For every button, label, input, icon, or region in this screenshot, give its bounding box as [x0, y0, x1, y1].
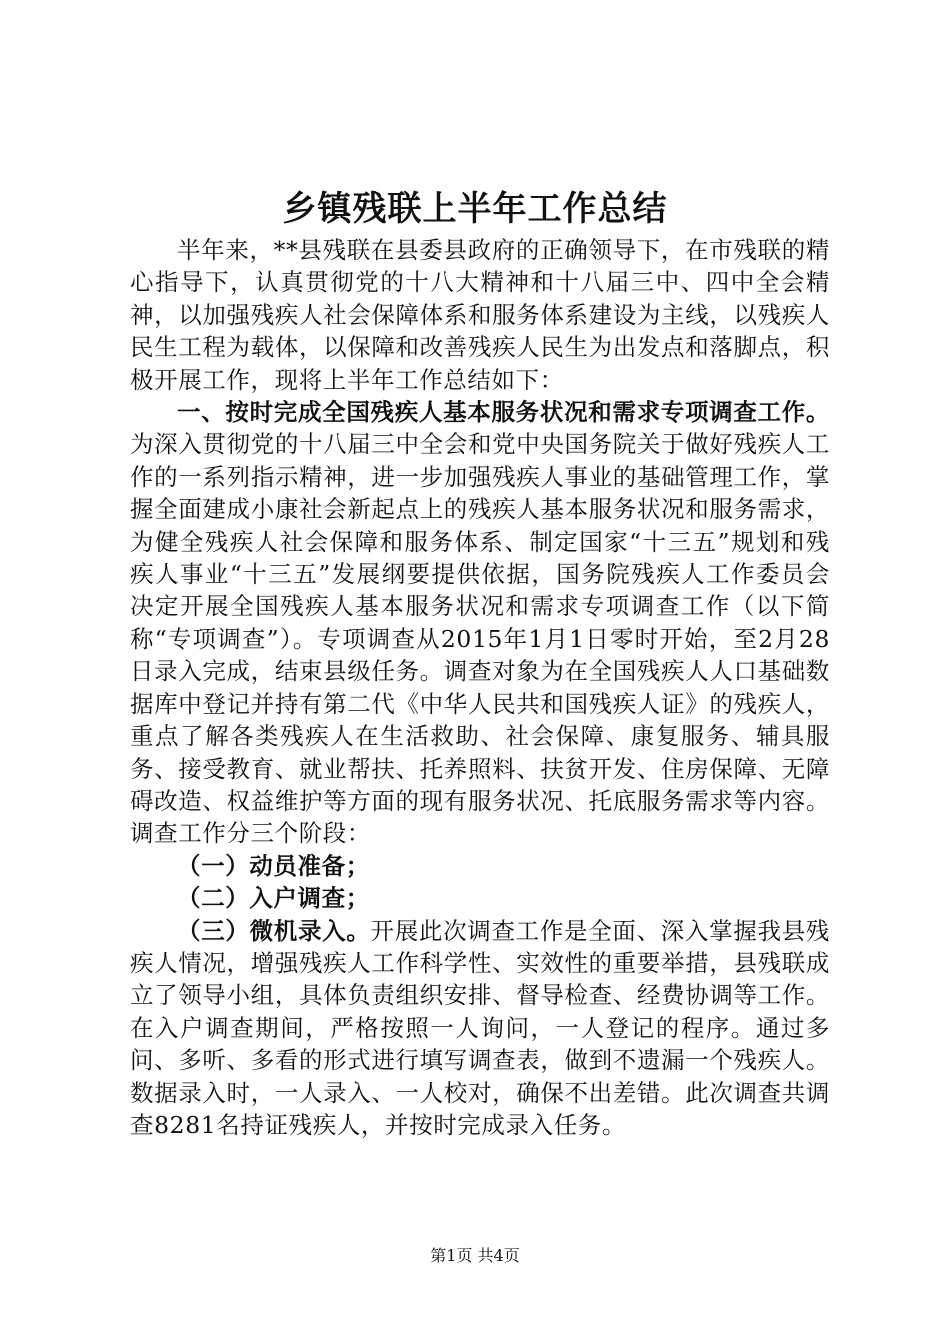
stage3-paragraph [130, 915, 830, 1142]
document-title: 乡镇残联上半年工作总结 [282, 189, 668, 229]
section1-body: 为深入贯彻党的十八届三中全会和党中央国务院关于做好残疾人工作的一系列指示精神，进一步加强残疾人事业的基础管理工作，掌握全面建成小康社会新起点上的残疾人基本服务状况和服务需求，为健全残疾人社会保障和服务体系、制定国家“十三五”规划和残疾人事业“十三五”发展纲要提供依据，国务院残疾人工作委员会决定开展全国残疾人基本服务状况和需求专项调查工作（以下简称“专项调查”）。专项调查从2015年1月1日零时开始，至2月28日录入完成，结束县级任务。调查对象为在全国残疾人人口基础数据库中登记并持有第二代《中华人民共和国残疾人证》的残疾人，重点了解各类残疾人在生活救助、社会保障、康复服务、辅具服务、接受教育、就业帮扶、托养照料、扶贫开发、住房保障、无障碍改造、权益维护等方面的现有服务状况、托底服务需求等内容。调查工作分三个阶段： [130, 430, 830, 848]
document-body [130, 234, 830, 1141]
stage3-body: 开展此次调查工作是全面、深入掌握我县残疾人情况，增强残疾人工作科学性、实效性的重要举措，县残联成立了领导小组，具体负责组织安排、督导检查、经费协调等工作。在入户调查期间，严格按照一人询问，一人登记的程序。通过多问、多听、多看的形式进行填写调查表，做到不遗漏一个残疾人。数据录入时，一人录入、一人校对，确保不出差错。此次调查共调查8281名持证残疾人，并按时完成录入任务。 [130, 916, 830, 1139]
stage3-heading: （三）微机录入。 [177, 916, 371, 945]
intro-paragraph: 半年来，**县残联在县委县政府的正确领导下，在市残联的精心指导下，认真贯彻党的十八大精神和十八届三中、四中全会精神，以加强残疾人社会保障体系和服务体系建设为主线，以残疾人民生工程为载体，以保障和改善残疾人民生为出发点和落脚点，积极开展工作，现将上半年工作总结如下： [130, 236, 830, 394]
stage2-item: （二）入户调查； [177, 884, 370, 913]
page-footer: 第1页 共4页 [430, 1246, 520, 1265]
section1-paragraph [130, 396, 830, 850]
section1-heading: 一、按时完成全国残疾人基本服务状况和需求专项调查工作。 [177, 398, 830, 427]
stage1-item: （一）动员准备； [177, 851, 370, 880]
